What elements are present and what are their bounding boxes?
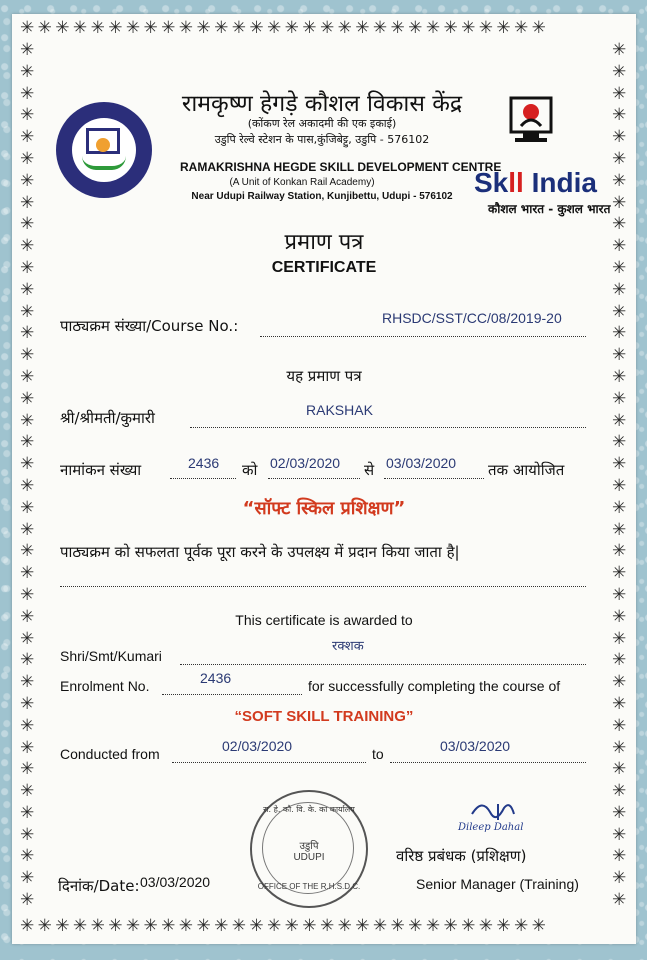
english-enrol-value: 2436 <box>200 670 232 686</box>
border-left: ✳✳✳✳✳✳✳✳✳✳✳✳✳✳✳✳✳✳✳✳✳✳✳✳✳✳✳✳✳✳✳✳✳✳✳✳✳✳✳✳ <box>20 40 35 911</box>
english-to-label: to <box>372 746 384 762</box>
hindi-enrol-label: नामांकन संख्या <box>60 461 142 479</box>
title-english: CERTIFICATE <box>271 259 377 276</box>
hindi-completion: पाठ्यक्रम को सफलता पूर्वक पूरा करने के उपलक्ष्य में प्रदान किया जाता है| <box>60 543 460 561</box>
skill-india-logo: Skll India <box>474 167 597 198</box>
header-hindi-name: रामकृष्ण हेगड़े कौशल विकास केंद्र <box>181 91 463 117</box>
border-top: ✳✳✳✳✳✳✳✳✳✳✳✳✳✳✳✳✳✳✳✳✳✳✳✳✳✳✳✳✳✳ <box>20 20 550 38</box>
hindi-course-name: “सॉफ्ट स्किल प्रशिक्षण” <box>242 498 406 519</box>
english-intro: This certificate is awarded to <box>235 612 413 628</box>
rhsdc-logo <box>56 102 152 198</box>
header-hindi-address: उडुपि रेल्वे स्टेशन के पास,कुंजिबेट्टु, उडुपि - 576102 <box>214 133 430 146</box>
border-bottom: ✳✳✳✳✳✳✳✳✳✳✳✳✳✳✳✳✳✳✳✳✳✳✳✳✳✳✳✳✳✳ <box>20 918 550 936</box>
hindi-enrol-value: 2436 <box>188 455 220 471</box>
english-from-value: 02/03/2020 <box>222 738 293 754</box>
signatory-hindi: वरिष्ठ प्रबंधक (प्रशिक्षण) <box>396 847 527 865</box>
header-english-sub: (A Unit of Konkan Rail Academy) <box>229 177 375 188</box>
course-no-label: पाठ्यक्रम संख्या/Course No.: <box>60 317 239 335</box>
header-hindi-sub: (कोंकण रेल अकादमी की एक इकाई) <box>247 117 397 130</box>
skill-india-tagline: कौशल भारत - कुशल भारत <box>488 202 611 216</box>
hindi-name-label: श्री/श्रीमती/कुमारी <box>60 409 155 427</box>
date-value: 03/03/2020 <box>140 874 211 890</box>
date-label: दिनांक/Date: <box>58 877 140 895</box>
english-enrol-label: Enrolment No. <box>60 678 150 694</box>
border-right: ✳✳✳✳✳✳✳✳✳✳✳✳✳✳✳✳✳✳✳✳✳✳✳✳✳✳✳✳✳✳✳✳✳✳✳✳✳✳✳✳ <box>612 40 627 911</box>
header-english-address: Near Udupi Railway Station, Kunjibettu, Udupi - 576102 <box>191 191 453 202</box>
hindi-to-value: 03/03/2020 <box>386 455 457 471</box>
hindi-name-value: RAKSHAK <box>306 402 373 418</box>
signatory-english: Senior Manager (Training) <box>416 876 579 892</box>
skill-india-emblem-icon <box>509 96 553 148</box>
header-english-name: RAMAKRISHNA HEGDE SKILL DEVELOPMENT CENTRE <box>180 160 502 174</box>
hindi-from-value: 02/03/2020 <box>270 455 341 471</box>
english-to-value: 03/03/2020 <box>440 738 511 754</box>
office-seal: रा. हे. कौ. वि. के. का कार्यालय उडुपि UDUPI OFFICE OF THE R.H.S.D.C. <box>250 790 368 908</box>
hindi-to-label: से <box>364 461 375 479</box>
english-completion: for successfully completing the course of <box>308 678 561 694</box>
english-conducted-label: Conducted from <box>60 746 160 762</box>
english-course-name: “SOFT SKILL TRAINING” <box>234 708 414 725</box>
signature <box>452 794 562 844</box>
hindi-tail: तक आयोजित <box>488 461 565 479</box>
signature-name: Dileep Dahal <box>458 822 524 833</box>
title-hindi: प्रमाण पत्र <box>284 230 364 255</box>
english-name-value: रक्शक <box>332 639 364 654</box>
hindi-from-label: को <box>242 461 258 479</box>
english-name-label: Shri/Smt/Kumari <box>60 648 162 664</box>
certificate-paper <box>12 14 636 944</box>
course-no-value: RHSDC/SST/CC/08/2019-20 <box>382 310 562 326</box>
hindi-intro: यह प्रमाण पत्र <box>286 367 362 385</box>
